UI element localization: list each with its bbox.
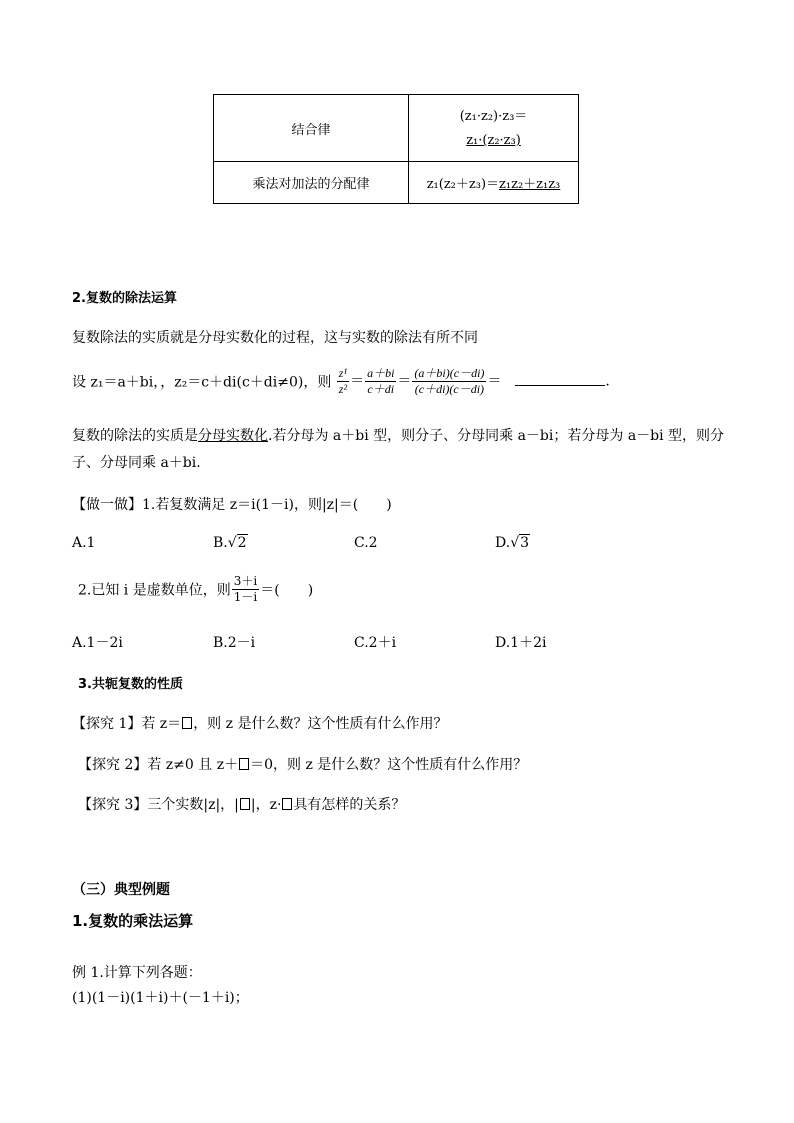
section-heading: 2.复数的除法运算 <box>72 291 177 306</box>
exploration-2: 【探究 2】若 z≠0 且 z＋ ＝0，则 z 是什么数？这个性质有什么作用？ <box>78 757 528 773</box>
table-cell-law-name: 乘法对加法的分配律 <box>214 162 409 204</box>
table-row <box>214 162 579 204</box>
fraction: $\frac{(a+bi)(c-di)}{(c+di)(c-di)}$ <box>414 366 485 396</box>
example-1-part-1: (1)(1－i)(1＋i)＋(－1＋i)； <box>72 990 249 1006</box>
paragraph: 子、分母同乘 a＋bi. <box>72 455 201 471</box>
section-heading: 3.共轭复数的性质 <box>78 677 183 692</box>
examples-heading: （三）典型例题 <box>72 882 170 898</box>
conjugate-z-placeholder <box>239 758 249 770</box>
option-d: D.√3 <box>495 535 530 551</box>
option-c: C.2 <box>354 535 378 551</box>
fraction: $\frac{\text{z¹}}{\text{z²}}$ <box>338 366 348 396</box>
question-2: 2.已知 i 是虚数单位，则 $\frac{3+i}{1-i}$ ＝( ) <box>78 574 314 604</box>
example-1: 例 1.计算下列各题： <box>72 965 202 981</box>
fraction: $\frac{a+bi}{c+di}$ <box>367 366 395 396</box>
option-b: B.2－i <box>213 635 256 651</box>
option-c: C.2＋i <box>354 635 397 651</box>
option-a: A.1 <box>72 535 96 551</box>
conjugate-z-placeholder <box>282 798 292 810</box>
option-d: D.1＋2i <box>495 635 547 651</box>
exploration-3: 【探究 3】三个实数|z|，| |，z· 具有怎样的关系？ <box>78 797 406 813</box>
division-formula: 设 z₁＝a＋bi，，z₂＝c＋di(c＋di≠0)，则 $\frac{\text{z¹}}{\text{z²}}$ ＝ $\frac{a+bi}{c+di}$ ＝ $\frac{(a+bi)(c-di)}{(c+di)(c-di)}$ ＝ . <box>72 366 610 396</box>
conjugate-z-placeholder <box>182 717 192 729</box>
sqrt-symbol: √3 <box>510 535 530 551</box>
paragraph: 复数除法的实质就是分母实数化的过程，这与实数的除法有所不同 <box>72 330 478 346</box>
subheading: 1.复数的乘法运算 <box>72 912 194 930</box>
laws-table <box>213 94 579 204</box>
fraction: $\frac{3+i}{1-i}$ <box>233 574 258 604</box>
exploration-1: 【探究 1】若 z＝ ，则 z 是什么数？这个性质有什么作用？ <box>72 716 448 732</box>
paragraph: 复数的除法的实质是分母实数化.若分母为 a＋bi 型，则分子、分母同乘 a－bi；若分母为 a－bi 型，则分 <box>72 428 725 444</box>
option-a: A.1－2i <box>72 635 123 651</box>
table-cell-formula: (z₁·z₂)·z₃＝ z₁·(z₂·z₃) <box>409 95 579 162</box>
table-row <box>214 95 579 162</box>
conjugate-z-placeholder <box>240 798 250 810</box>
table-cell-formula: z₁(z₂＋z₃)＝z₁z₂＋z₁z₃ <box>409 162 579 204</box>
option-b: B.√2 <box>213 535 247 551</box>
table-cell-law-name: 结合律 <box>214 95 409 162</box>
answer-blank[interactable] <box>515 373 605 386</box>
question-1: 【做一做】1.若复数满足 z＝i(1－i)，则|z|＝( ) <box>72 497 392 513</box>
sqrt-symbol: √2 <box>227 535 247 551</box>
